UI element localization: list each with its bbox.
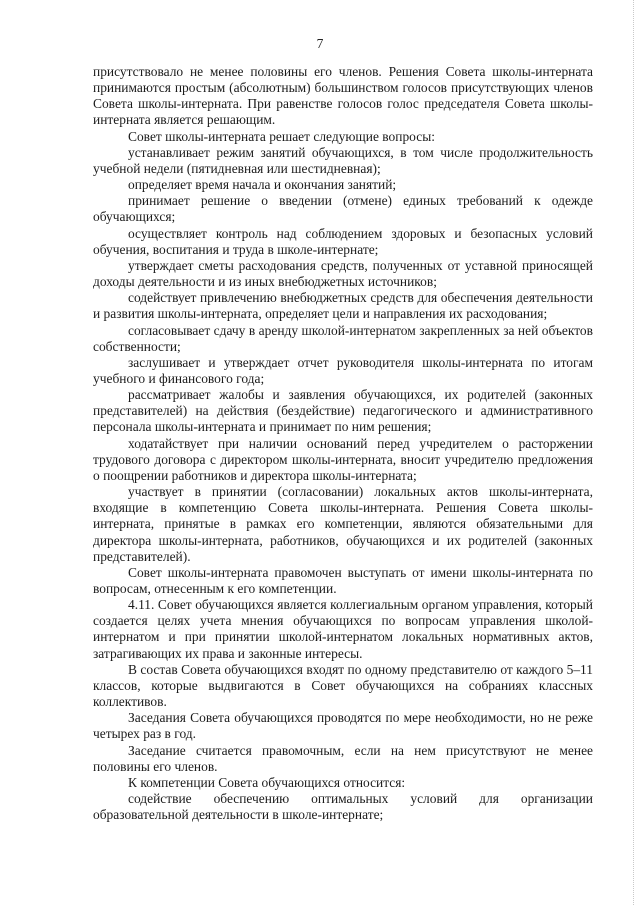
paragraph: утверждает сметы расходования средств, полученных от уставной приносящей доходы деятельности и из иных внебюджетных источников; [93,257,593,290]
paragraph: содействует привлечению внебюджетных средств для обеспечения деятельности и развития школы-интерната, определяет цели и направления их расходования; [93,290,593,322]
paragraph: ходатайствует при наличии оснований перед учредителем о расторжении трудового договора с директором школы-интерната, вносит учредителю предложения о поощрении работников и директора школы-интерната; [93,435,593,483]
paragraph: Совет школы-интерната правомочен выступать от имени школы-интерната по вопросам, отнесенным к его компетенции. [93,564,593,596]
paragraph: определяет время начала и окончания занятий; [128,177,397,193]
paragraph: заслушивает и утверждает отчет руководителя школы-интерната по итогам учебного и финансового года; [93,354,593,386]
paragraph: 4.11. Совет обучающихся является коллегиальным органом управления, который создается целях учета мнения обучающихся по вопросам управления школой-интернатом и при принятии школой-интернатом локальных нормативных актов, затрагивающих их права и законные интересы. [93,597,593,661]
paragraph: Заседания Совета обучающихся проводятся по мере необходимости, но не реже четырех раз в год. [93,710,593,742]
document-body [93,64,593,823]
paragraph: Заседание считается правомочным, если на нем присутствуют не менее половины его членов. [93,742,593,774]
paragraph: осуществляет контроль над соблюдением здоровых и безопасных условий обучения, воспитания и труда в школе-интернате; [93,225,593,257]
page-number: 7 [316,36,324,51]
paragraph: устанавливает режим занятий обучающихся, в том числе продолжительность учебной недели (пятидневная или шестидневная); [93,144,593,176]
page-edge [632,0,634,905]
paragraph: К компетенции Совета обучающихся относится: [128,774,406,790]
paragraph: принимает решение о введении (отмене) единых требований к одежде обучающихся; [93,193,593,225]
paragraph: присутствовало не менее половины его членов. Решения Совета школы-интерната принимаются простым (абсолютным) большинством голосов присутствующих членов Совета школы-интерната. При равенстве голосов голос председателя Совета школы-интерната является решающим. [93,64,593,128]
paragraph: участвует в принятии (согласовании) локальных актов школы-интерната, входящие в компетенцию Совета школы-интерната. Решения Совета школы-интерната, принятые в рамках его компетенции, являются обязательными для директора школы-интерната, работников, обучающихся и их родителей (законных представителей). [93,484,593,564]
paragraph: рассматривает жалобы и заявления обучающихся, их родителей (законных представителей) на действия (бездействие) педагогического и административного персонала школы-интерната и принимает по ним решения; [93,387,593,435]
paragraph: содействие обеспечению оптимальных условий для организации образовательной деятельности в школе-интернате; [93,791,593,823]
paragraph: согласовывает сдачу в аренду школой-интернатом закрепленных за ней объектов собственности; [93,322,593,354]
paragraph: Совет школы-интерната решает следующие вопросы: [128,128,435,144]
paragraph: В состав Совета обучающихся входят по одному представителю от каждого 5–11 классов, которые выдвигаются в Совет обучающихся на собраниях классных коллективов. [93,661,593,710]
